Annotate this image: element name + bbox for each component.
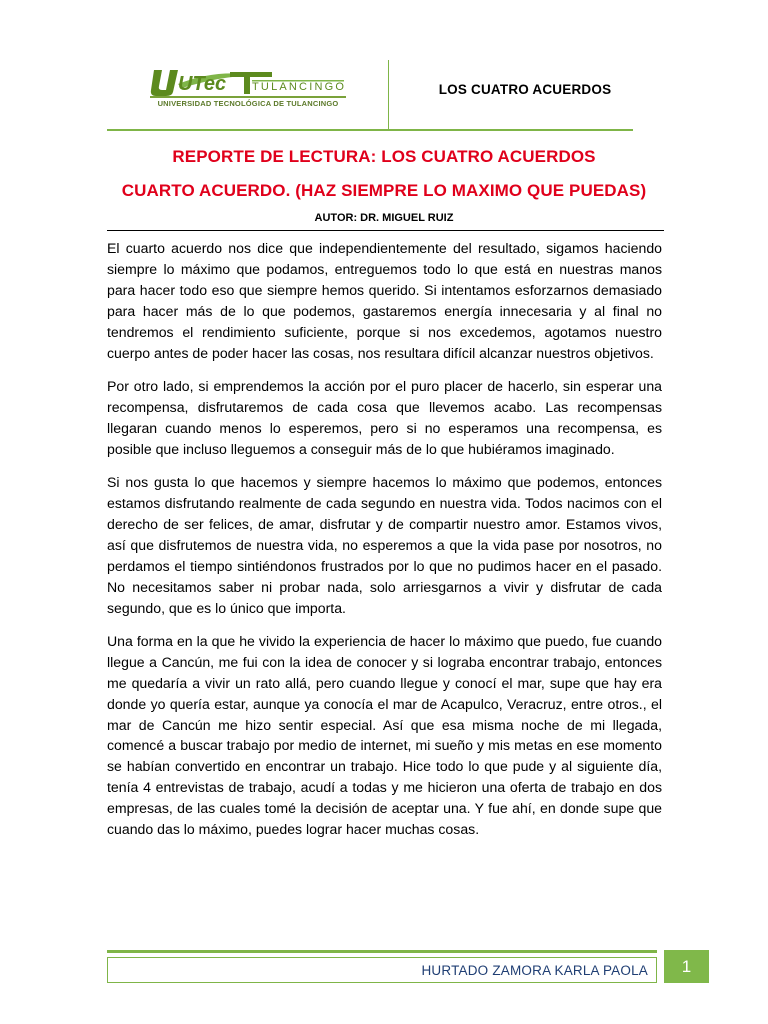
paragraph-3: Si nos gusta lo que hacemos y siempre hacemos lo máximo que podemos, entonces estamos disfrutando realmente de cada segundo en nuestra vida. Todos nacimos con el derecho de ser felices, de amar, disfrutar y de compartir nuestro amor. Estamos vivos, así que disfrutemos de nuestra vida, no esperemos a que la vida pase por nosotros, no perdamos el tiempo sintiéndonos frustrados por lo que no pudimos hacer en el pasado. No necesitamos saber ni probar nada, solo arriesgarnos a vivir y disfrutar de cada segundo, que es lo único que importa.: [107, 474, 662, 616]
footer-box: [107, 957, 657, 983]
page-number: 1: [664, 950, 709, 983]
author-line-text: AUTOR: DR. MIGUEL RUIZ: [314, 212, 454, 224]
utec-logo-graphic: [148, 66, 348, 98]
paragraph-4: Una forma en la que he vivido la experiencia de hacer lo máximo que puedo, fue cuando llegue a Cancún, me fui con la idea de conocer y si lograba encontrar trabajo, entonces me quedaría a vivir un rato allá, pero cuando llegue y conocí el mar, supe que hay era donde yo quería estar, aunque ya conocía el mar de Acapulco, Veracruz, entre otros., el mar de Cancún me hizo sentir especial. Así que esa misma noche de mi llegada, comencé a buscar trabajo por medio de internet, mi sueño y mis metas en ese momento se habían convertido en encontrar un trabajo. Hice todo lo que pude y al siguiente día, tenía 4 entrevistas de trabajo, acudí a todas y me hicieron una oferta de trabajo en dos empresas, de las cuales tomé la decisión de aceptar una. Y fue ahí, en donde supe que cuando das lo máximo, puedes lograr hacer muchas cosas.: [107, 632, 662, 838]
report-title: REPORTE DE LECTURA: LOS CUATRO ACUERDOS: [172, 147, 596, 166]
logo-city-text: TULANCINGO: [252, 81, 347, 93]
utec-logo: [148, 66, 348, 110]
header-title: LOS CUATRO ACUERDOS: [438, 82, 612, 97]
footer-author-name: HURTADO ZAMORA KARLA PAOLA: [421, 963, 648, 978]
author-underline: [107, 230, 664, 231]
footer-rule: [107, 950, 657, 953]
logo-brand-text: UTec: [178, 73, 227, 95]
report-subtitle: CUARTO ACUERDO. (HAZ SIEMPRE LO MAXIMO QUE PUEDAS): [121, 181, 647, 200]
paragraph-2: Por otro lado, si emprendemos la acción por el puro placer de hacerlo, sin esperar una recompensa, disfrutaremos de cada cosa que llevemos acabo. Las recompensas llegaran cuando menos lo esperemos, pero si no esperamos una recompensa, es posible que incluso lleguemos a conseguir más de lo que hubiéramos imaginado.: [107, 377, 662, 457]
header-divider-horizontal: [107, 129, 633, 131]
header-divider-vertical: [388, 60, 389, 130]
body-text: [107, 238, 662, 852]
logo-institution-text: UNIVERSIDAD TECNOLÓGICA DE TULANCINGO: [150, 96, 346, 110]
paragraph-1: El cuarto acuerdo nos dice que independientemente del resultado, sigamos haciendo siempre lo máximo que podamos, entreguemos todo lo que está en nuestras manos para hacer todo eso que siempre hemos querido. Si intentamos esforzarnos demasiado para hacer más de lo que podemos, gastaremos energía innecesaria y al final no tendremos el rendimiento suficiente, porque si nos excedemos, agotamos nuestro cuerpo antes de poder hacer las cosas, nos resultara difícil alcanzar nuestros objetivos.: [107, 240, 662, 361]
